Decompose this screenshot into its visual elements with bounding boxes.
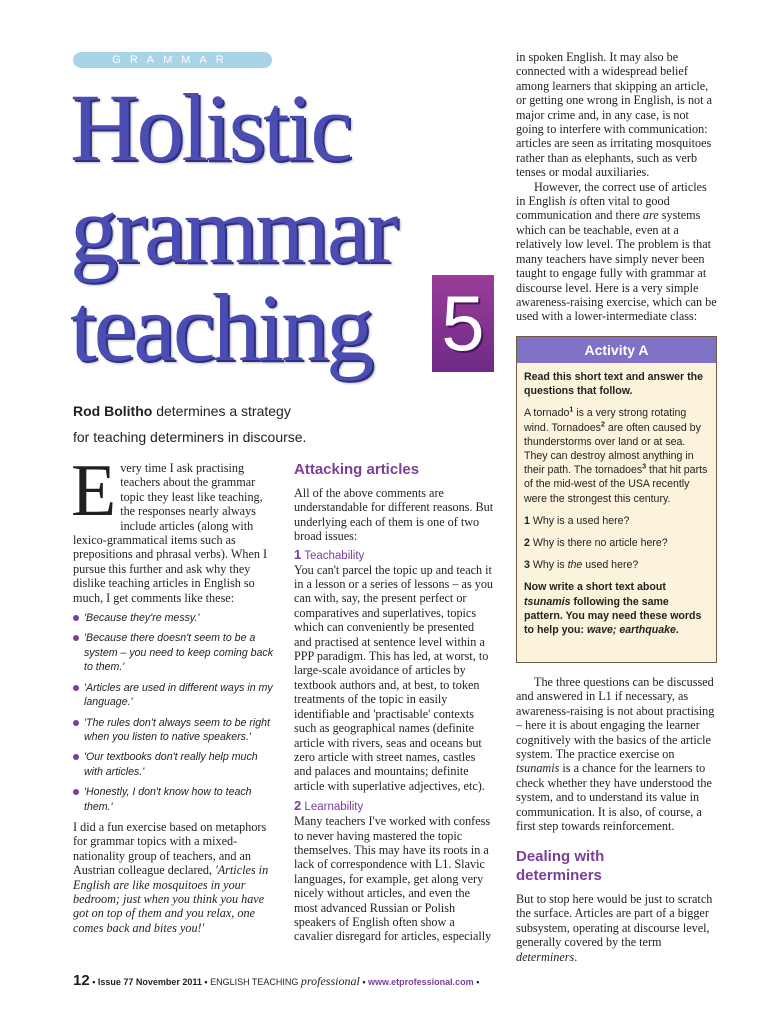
paragraph [516, 180, 717, 324]
marker-3: 3 [642, 463, 647, 471]
marker-1: 1 [569, 406, 574, 414]
headline-line-2: grammar [70, 176, 396, 283]
text: is a very strong rotating wind. Tornadoes [524, 407, 687, 434]
activity-box [516, 336, 717, 663]
standfirst-text-2: for teaching determiners in discourse. [73, 429, 307, 445]
activity-body [517, 363, 716, 637]
page-number: 12 [73, 972, 90, 989]
question-2 [524, 536, 710, 550]
article-column-2 [294, 460, 494, 944]
list-item: 'Honestly, I don't know how to teach them.' [73, 785, 274, 814]
question-number: 3 [524, 559, 530, 572]
teacher-comments-list [73, 611, 274, 814]
list-item: 'The rules don't always seem to be right when you listen to native speakers.' [73, 716, 274, 745]
section-heading-attacking-articles: Attacking articles [294, 461, 420, 478]
text: systems which can be teachable, even at a relatively low level. The problem is that many teachers have simply never been taught to engage fully with grammar at discourse level. Here is a very simple awareness-raising exercise, which can be used with a lower-intermediate class: [516, 208, 717, 324]
drop-cap: E [71, 450, 117, 532]
headline-line-1: Holistic [70, 74, 350, 181]
text: But to stop here would be just to scratch the surface. Articles are part of a bigger subsystem, operating at discourse level, generally covered by the term [516, 892, 713, 950]
website-link[interactable]: www.etprofessional.com [367, 977, 474, 987]
emphasis: determiners [516, 949, 575, 964]
question-text: Why is [529, 559, 568, 572]
article-column-3-continued [516, 675, 717, 833]
emphasis: tsunamis [516, 761, 560, 776]
question-text: Why is a used here? [529, 514, 630, 527]
text: is a chance for the learners to check whether they have understood the system, and to understand its value in communication. It is also, of course, a first step towards reinforcement. [516, 761, 712, 834]
text: Now write a short text about [524, 581, 666, 594]
paragraph: You can't parcel the topic up and teach it in a lesson or a series of lessons – as you can with, say, the present perfect or comparatives and superlatives, topics which can conveniently be presented and practised at sentence level within a PPP paradigm. This has led, at worst, to large-scale avoidance of articles by textbook authors and, at best, to token treatments of the topic in easily identifiable and 'practisable' contexts such as geographical names (definite article with rivers, seas and oceans but zero article with street names, castles and palaces and mountains; definite article with superlative adjectives, etc). [294, 562, 494, 793]
issue-info: • Issue 77 November 2011 • [89, 977, 211, 987]
paragraph: All of the above comments are understandable for different reasons. But underlying each of them is one of two broad issues: [294, 486, 494, 544]
text: are often caused by thunderstorms over land or at sea. They can destroy almost anything in their path. The tornadoes [524, 421, 701, 477]
subheading-label: Learnability [301, 801, 364, 814]
text: However, the correct use of articles in English [516, 179, 707, 209]
paragraph [516, 892, 717, 964]
heading-line-2: determiners [516, 867, 602, 884]
list-item: 'Articles are used in different ways in my language.' [73, 681, 274, 710]
activity-text [524, 406, 710, 505]
text: . [675, 624, 679, 637]
emphasis: are [642, 208, 659, 223]
paragraph: Many teachers I've worked with confess to never having mastered the topic themselves. This may have its roots in a lack of correspondence with L1. Slavic languages, for example, get along very nicely without articles, and even the most advanced Russian or Polish speakers of English often show a cavalier disregard for articles, especially [294, 814, 492, 944]
text: often vital to good communication and there [516, 194, 670, 223]
intro-paragraph [71, 450, 274, 605]
list-item: 'Because there doesn't seem to be a system – you need to keep coming back to them.' [73, 631, 274, 674]
list-item: 'Because they're messy.' [73, 611, 274, 625]
text: The three questions can be discussed and answered in L1 if necessary, as awareness-raising is not about practising – here it is about engaging the learner cognitively with the basics of the article system. The practice exercise on [516, 675, 715, 762]
subheading-learnability [294, 799, 494, 814]
text: that hit parts of the mid-west of the USA recently were the strongest this century. [524, 464, 708, 505]
text: A tornado [524, 407, 570, 420]
text: . [574, 949, 578, 964]
publication-name-italic: professional [300, 974, 360, 988]
activity-instruction: Read this short text and answer the questions that follow. [524, 371, 703, 398]
headline-line-3: teaching [70, 274, 372, 381]
emphasis: tsunamis [524, 595, 571, 608]
question-number: 2 [524, 537, 530, 550]
emphasis: the [567, 559, 583, 572]
question-text: Why is there no article here? [529, 537, 668, 550]
article-column-1 [71, 450, 274, 935]
text: following the same pattern. You may need these words to help you: [524, 595, 702, 637]
emphasis: is [568, 194, 577, 209]
separator: • [473, 977, 480, 987]
intro-text: very time I ask practising teachers about the grammar topic they least like teaching, the responses nearly always include articles (along with lexico-grammatical items such as prepositions and phrasal verbs). When I pursue this further and ask why they dislike teaching articles in English so much, I get comments like these: [73, 461, 268, 605]
paragraph [516, 675, 717, 833]
question-1 [524, 514, 710, 528]
metaphor-paragraph [73, 820, 274, 935]
subheading-number: 2 [294, 798, 302, 814]
separator: • [359, 977, 368, 987]
activity-heading: Activity A [517, 337, 716, 363]
section-tag: GRAMMAR [73, 52, 272, 68]
series-number-badge: 5 [432, 275, 494, 372]
list-item: 'Our textbooks don't really help much with articles.' [73, 750, 274, 779]
article-column-3 [516, 50, 717, 324]
paragraph: in spoken English. It may also be connected with a widespread belief among learners that skipping an article, or getting one wrong in English, is not a major crime and, in any case, is not going to interfere with communication: articles are seen as irritating mosquitoes rather than as elephants, such as verb tenses or modal auxiliaries. [516, 50, 712, 180]
subheading-number: 1 [294, 546, 302, 562]
standfirst [73, 398, 353, 450]
section-heading-dealing-with-determiners [516, 847, 717, 885]
paragraph-text: I did a fun exercise based on metaphors for grammar topics with a mixed-nationality group of teachers, and an Austrian colleague declared, [73, 819, 267, 878]
article-column-3-end [516, 892, 717, 964]
author-name: Rod Bolitho [73, 403, 153, 419]
publication-name: ENGLISH TEACHING [210, 977, 301, 987]
page-footer [73, 973, 479, 990]
subheading-teachability [294, 548, 494, 563]
heading-line-1: Dealing with [516, 848, 605, 865]
standfirst-text-1: determines a strategy [152, 403, 291, 419]
question-number: 1 [524, 514, 530, 527]
question-3 [524, 558, 710, 572]
colleague-quote: 'Articles in English are like mosquitoes in your bedroom; just when you think you have got on top of them and you relax, one comes back and bites you!' [73, 863, 269, 935]
marker-2: 2 [600, 421, 605, 429]
writing-task [524, 580, 710, 637]
emphasis: wave; earthquake [586, 624, 676, 637]
subheading-label: Teachability [301, 549, 365, 562]
question-text: used here? [582, 559, 639, 572]
